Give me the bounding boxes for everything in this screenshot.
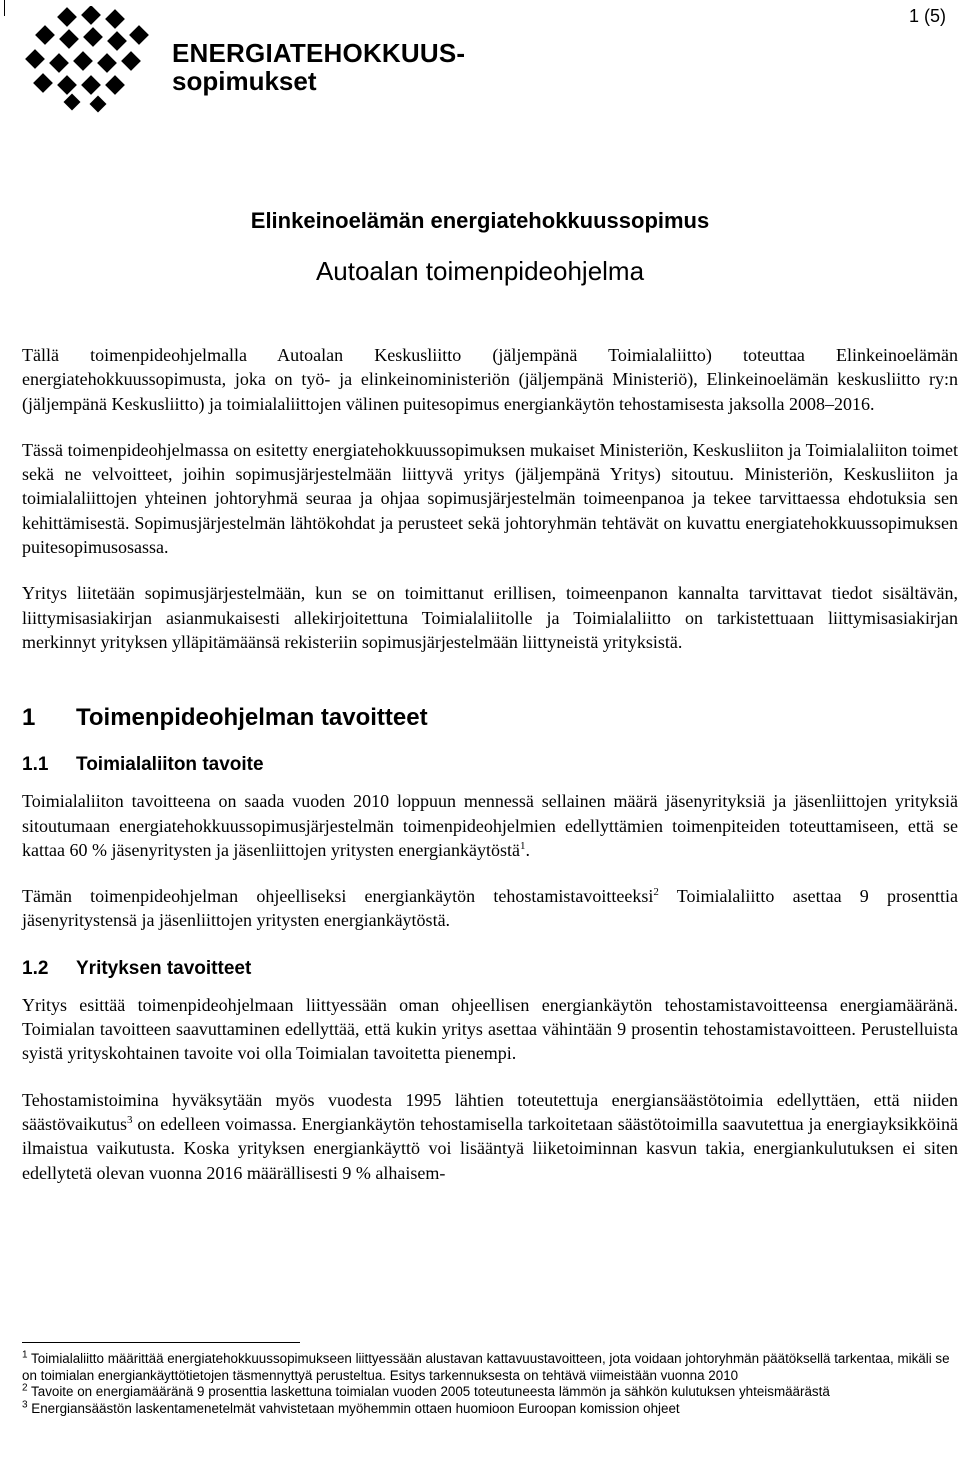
document-title: Elinkeinoelämän energiatehokkuussopimus [250,208,710,233]
intro-paragraph-1: Tällä toimenpideohjelmalla Autoalan Keskusliitto (jäljempänä Toimialaliitto) toteuttaa Elinkeinoelämän energiatehokkuussopimusta, joka on työ- ja elinkeinoministeriön (jäljempänä Ministeriö), Elinkeinoelämän keskusliitto ry:n (jäljempänä Keskusliitto) ja toimialaliittojen välinen puitesopimus energiankäytön tehostamisesta jaksolla 2008–2016. [22,345,958,414]
footnote-ref[interactable]: 2 [653,886,659,899]
intro-paragraph-3: Yritys liitetään sopimusjärjestelmään, kun se on toimittanut erillisen, toimeenpanon kannalta tarvittavat tiedot sisältävän, liittymisasiakirjan asianmukaisesti allekirjoitettuna Toimialaliitolle ja Toimialaliitto on tarkistettuaan liittymisasiakirjan merkinnyt yrityksen ylläpitämäänsä rekisteriin sopimusjärjestelmään liittyneistä yrityksistä. [22,583,958,652]
footnote-text: Energiansäästön laskentamenetelmät vahvistetaan myöhemmin ottaen huomioon Euroopan komission ohjeet [31,1400,680,1416]
footnote-ref[interactable]: 1 [520,839,526,852]
section-title: Toimenpideohjelman tavoitteet [76,704,428,732]
footnote-2 [22,1384,958,1401]
footnote-divider [22,1342,300,1343]
paragraph-text: Tehostamistoimina hyväksytään myös vuodesta 1995 lähtien toteutettuja energiansäästötoimia edellyttäen, että niiden säästövaikutus [22,1089,958,1134]
paragraph-text: Toimialaliitto asettaa 9 prosenttia jäsenyritystensä ja jäsenliittojen yritysten energiankäytöstä. [22,886,958,931]
logo-text-line2: sopimukset [172,66,317,96]
paragraph [22,789,958,862]
footnote-number: 2 [22,1382,28,1394]
subsection-title: Yrityksen tavoitteet [76,957,252,979]
footnote-text: Toimialaliitto määrittää energiatehokkuussopimukseen liittyessään alustavan kattavuustavoitteen, jota voidaan johtoryhmän päätöksellä tarkentaa, mikäli se on toimialan energiankäyttötietojen täsmennyttyä perusteltua. Esitys tarkennuksesta on tehtävä viimeistään vuonna 2010 [22,1351,950,1383]
footnote-number: 3 [22,1399,28,1411]
paragraph [22,1088,958,1185]
footnote-number: 1 [22,1349,28,1361]
logo-text-line1: ENERGIATEHOKKUUS- [172,38,466,68]
subsection-heading [22,957,958,981]
subsection-title: Toimialaliiton tavoite [76,754,264,776]
paragraph-text: Toimialaliiton tavoitteena on saada vuoden 2010 loppuun mennessä sellainen määrä jäsenyrityksiä ja jäsenliittojen yrityksiä sitoutumaan energiatehokkuussopimusjärjestelmän toimenpideohjelmien edellyttämien toimenpiteiden toteuttamiseen, että se kattaa 60 % jäsenyritysten ja jäsenliittojen yritysten energiankäytöstä [22,791,958,860]
paragraph [22,884,958,933]
energy-agreements-emblem-icon [22,6,162,114]
logo [22,6,466,116]
paragraph-text: on edelleen voimassa. Energiankäytön tehostamisella tarkoitetaan säästötoimilla saavutettua ja energiayksikköinä ilmaistua vaikutusta. Koska yrityksen energiankäyttö voi lisääntyä liiketoiminnan kasvun takia, energiankulutuksen ei siten edellytetä olevan vuonna 2016 määrällisesti 9 % alhaisem- [22,1113,958,1183]
document-body [22,343,958,1185]
paragraph-end: . [525,839,531,860]
subsection-heading [22,753,958,777]
section-number: 1 [22,704,36,732]
document-subtitle: Autoalan toimenpideohjelma [315,256,645,286]
page-number: 1 (5) [908,6,946,26]
footnote-3 [22,1401,958,1418]
subsection-number: 1.1 [22,754,49,776]
paragraph-text: Tämän toimenpideohjelman ohjeelliseksi energiankäytön tehostamistavoitteeksi [22,886,654,907]
footnotes [22,1342,958,1417]
text-cursor [4,0,5,16]
footnote-ref[interactable]: 3 [127,1113,133,1126]
section-heading [22,703,958,733]
footnote-text: Tavoite on energiamääränä 9 prosenttia laskettuna toimialan vuoden 2005 toteutuneesta lämmön ja sähkön kulutuksen yhteismäärästä [31,1384,830,1399]
footnote-1 [22,1351,958,1384]
paragraph: Yritys esittää toimenpideohjelmaan liittyessään oman ohjeellisen energiankäytön tehostamistavoitteensa energiamääränä. Toimialan tavoitteen saavuttaminen edellyttää, että kukin yritys asettaa vähintään 9 prosentin tehostamistavoitteen. Perustelluista syistä yrityskohtainen tavoite voi olla Toimialan tavoitetta pienempi. [22,994,958,1064]
subsection-number: 1.2 [22,957,49,979]
intro-paragraph-2: Tässä toimenpideohjelmassa on esitetty energiatehokkuussopimuksen mukaiset Ministeriön, Keskusliiton ja Toimialaliiton toimet sekä ne velvoitteet, joihin sopimusjärjestelmään liittyvä yritys (jäljempänä Yritys) sitoutuu. Ministeriön, Keskusliiton ja toimialaliittojen yhteinen johtoryhmä seuraa ja ohjaa sopimusjärjestelmän toimeenpanoa ja tekee tarvittaessa ehdotuksia sen kehittämisestä. Sopimusjärjestelmän lähtökohdat ja perusteet sekä johtoryhmän tehtävät on kuvattu energiatehokkuussopimuksen puitesopimusosassa. [22,439,958,558]
